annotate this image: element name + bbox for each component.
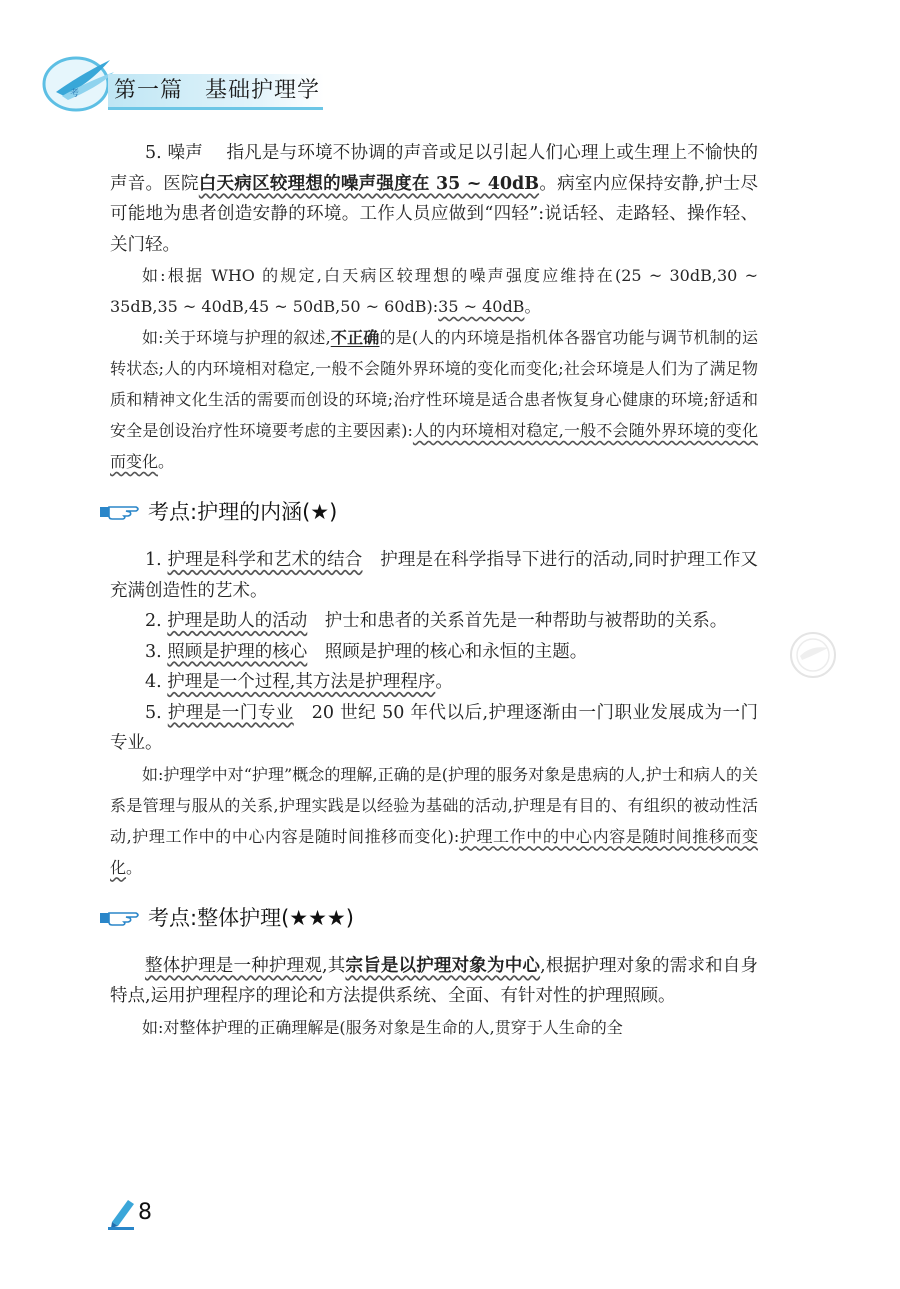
example-answer: 人的内环境相对稳定,一般不会随外界环境的变化而变化 [110, 421, 758, 471]
connotation-item-4: 4. 护理是一个过程,其方法是护理程序。 [145, 672, 453, 692]
section-heading-holistic-nursing [100, 901, 758, 941]
pen-icon [108, 1196, 138, 1230]
connotation-item-5: 5. 护理是一门专业 20 世纪 50 年代以后,护理逐渐由一门职业发展成为一门专业。 [110, 702, 759, 753]
section-heading-nursing-connotation [100, 495, 758, 535]
margin-emblem-icon [788, 630, 838, 680]
page-content [110, 138, 758, 1043]
part-label: 第一篇 [114, 78, 184, 103]
connotation-item-1: 1. 护理是科学和艺术的结合 护理是在科学指导下进行的活动,同时护理工作又充满创造性的艺术。 [110, 550, 759, 601]
section-title: 考点:护理的内涵(★) [148, 500, 338, 524]
noise-paragraph: 5. 噪声 指凡是与环境不协调的声音或足以引起人们心理上或生理上不愉快的声音。医院白天病区较理想的噪声强度在 35 ~ 40dB。病室内应保持安静,护士尽可能地为患者创造安静的环境。工作人员应做到“四轻”:说话轻、走路轻、操作轻、关门轻。 [110, 143, 759, 255]
noise-key-point: 白天病区较理想的噪声强度在 35 ~ 40dB [198, 173, 540, 194]
holistic-paragraph: 整体护理是一种护理观,其宗旨是以护理对象为中心,根据护理对象的需求和自身特点,运用护理程序的理论和方法提供系统、全面、有针对性的护理照顾。 [110, 955, 759, 1006]
pointing-hand-icon [100, 501, 140, 523]
part-title: 基础护理学 [205, 78, 321, 103]
connotation-item-3: 3. 照顾是护理的核心 照顾是护理的核心和永恒的主题。 [145, 641, 588, 662]
page-number: 8 [138, 1200, 152, 1225]
publisher-logo-icon [40, 52, 118, 114]
example-nursing-concept: 如:护理学中对“护理”概念的理解,正确的是(护理的服务对象是患病的人,护士和病人的关系是管理与服从的关系,护理实践是以经验为基础的活动,护理是有目的、有组织的被动性活动,护理工作中的中心内容是随时间推移而变化):护理工作中的中心内容是随时间推移而变化。 [110, 764, 758, 877]
example-answer: 35 ~ 40dB [438, 297, 525, 316]
svg-text:考: 考 [70, 89, 80, 99]
pointing-hand-icon [100, 907, 140, 929]
section-title: 考点:整体护理(★★★) [148, 905, 354, 930]
page-footer [108, 1196, 168, 1236]
example-holistic: 如:对整体护理的正确理解是(服务对象是生命的人,贯穿于人生命的全 [142, 1017, 623, 1037]
header-title [108, 74, 324, 108]
example-answer: 护理工作中的中心内容是随时间推移而变化 [110, 826, 758, 877]
negation-keyword: 不正确 [330, 328, 380, 347]
header-rule [108, 107, 323, 110]
example-environment: 如:关于环境与护理的叙述,不正确的是(人的内环境是指机体各器官功能与调节机制的运转状态;人的内环境相对稳定,一般不会随外界环境的变化而变化;社会环境是人们为了满足物质和精神文化生活的需要而创设的环境;治疗性环境是适合患者恢复身心健康的环境;舒适和安全是创设治疗性环境要考虑的主要因素):人的内环境相对稳定,一般不会随外界环境的变化而变化。 [110, 328, 758, 471]
example-who-noise: 如:根据 WHO 的规定,白天病区较理想的噪声强度应维持在(25 ~ 30dB,30 ~ 35dB,35 ~ 40dB,45 ~ 50dB,50 ~ 60dB):35 ~ 40dB。 [110, 266, 758, 316]
connotation-item-2: 2. 护理是助人的活动 护士和患者的关系首先是一种帮助与被帮助的关系。 [145, 611, 728, 631]
page-header [0, 0, 900, 125]
